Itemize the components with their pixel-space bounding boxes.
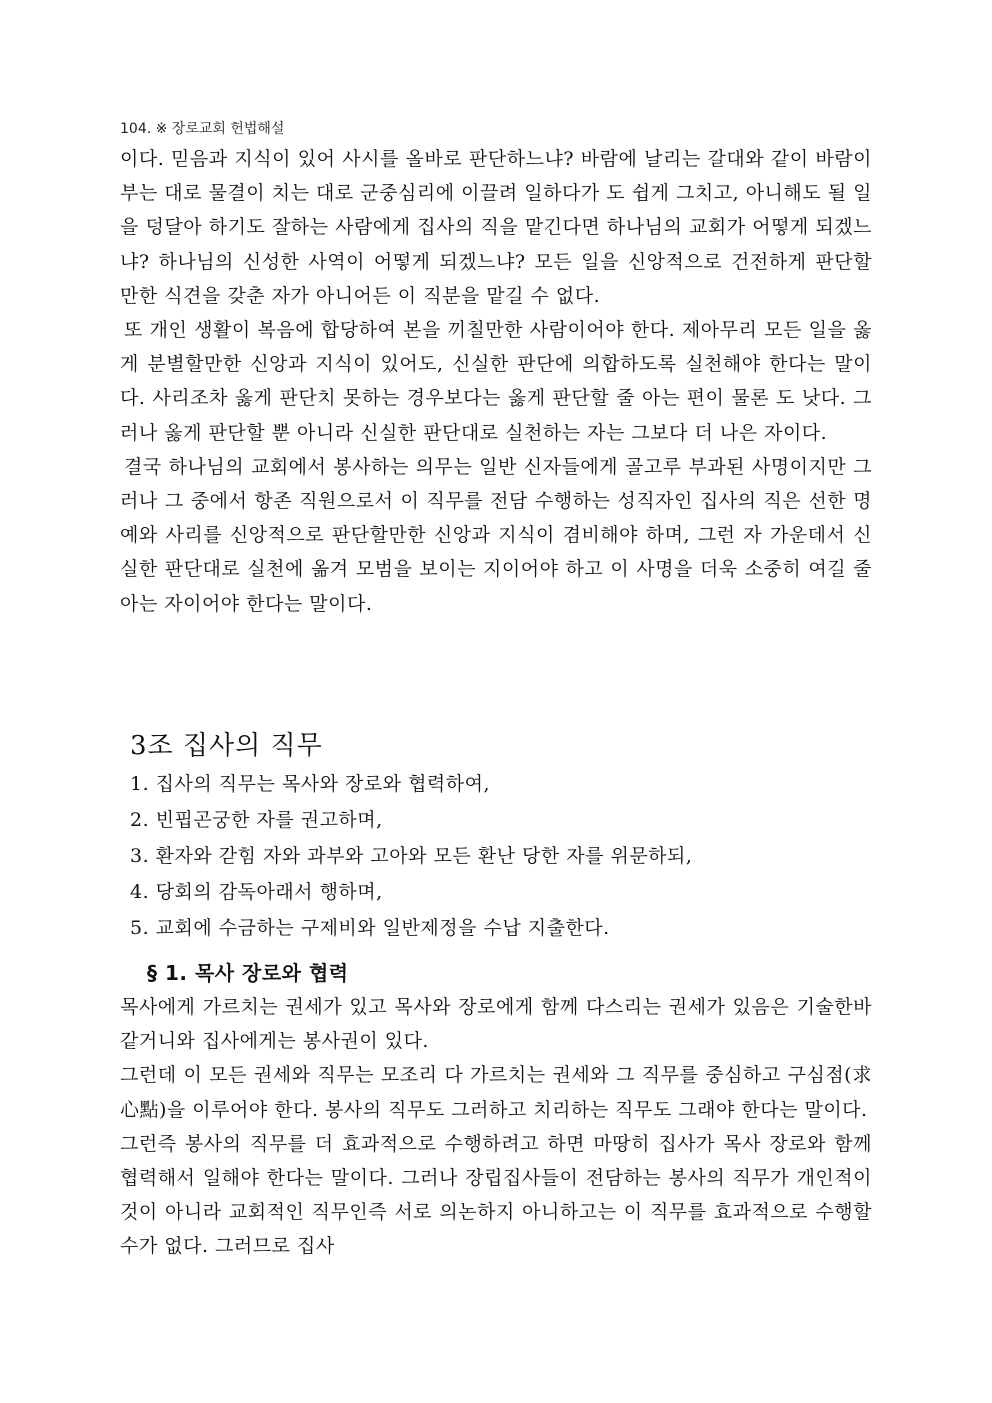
list-item: 4. 당회의 감독아래서 행하며, — [130, 881, 383, 903]
subsection-title: § 1. 목사 장로와 협력 — [147, 961, 349, 985]
paragraph: 이다. 믿음과 지식이 있어 사시를 올바로 판단하느냐? 바람에 날리는 갈대와 같이 바람이 부는 대로 물결이 치는 대로 군중심리에 이끌려 일하다가 도 쉽게 그치고, 아니해도 될 일을 덩달아 하기도 잘하는 사람에게 집사의 직을 맡긴다면 하나님의 교회가 어떻게 되겠느냐? 하나님의 신성한 사역이 어떻게 되겠느냐? 모든 일을 신앙적으로 건전하게 판단할 만한 식견을 갖춘 자가 아니어든 이 직분을 맡길 수 없다. — [120, 148, 872, 307]
paragraph: 또 개인 생활이 복음에 합당하여 본을 끼칠만한 사람이어야 한다. 제아무리 모든 일을 옳게 분별할만한 신앙과 지식이 있어도, 신실한 판단에 의합하도록 실천해야 한다는 말이다. 사리조차 옳게 판단치 못하는 경우보다는 옳게 판단할 줄 아는 편이 물론 도 낫다. 그러나 옳게 판단할 뿐 아니라 신실한 판단대로 실천하는 자는 그보다 더 나은 자이다. — [120, 319, 872, 444]
paragraph: 그런즉 봉사의 직무를 더 효과적으로 수행하려고 하면 마땅히 집사가 목사 장로와 함께 협력해서 일해야 한다는 말이다. 그러나 장립집사들이 전담하는 봉사의 직무가 개인적이 것이 아니라 교회적인 직무인즉 서로 의논하지 아니하고는 이 직무를 효과적으로 수행할 수가 없다. 그러므로 집사 — [120, 1132, 872, 1258]
list-item: 3. 환자와 갇힘 자와 과부와 고아와 모든 환난 당한 자를 위문하되, — [130, 845, 693, 867]
intro-text — [120, 142, 872, 621]
list-item: 5. 교회에 수금하는 구제비와 일반제정을 수납 지출한다. — [130, 917, 610, 939]
page-header: 104. ※ 장로교회 헌법해설 — [120, 121, 285, 137]
paragraph: 그런데 이 모든 권세와 직무는 모조리 다 가르치는 권세와 그 직무를 중심하고 구심점(求心點)을 이루어야 한다. 봉사의 직무도 그러하고 치리하는 직무도 그래야 한다는 말이다. — [120, 1064, 872, 1121]
section-title: 3조 집사의 직무 — [130, 731, 323, 761]
subsection-text — [120, 990, 872, 1264]
list-item: 1. 집사의 직무는 목사와 장로와 협력하여, — [130, 773, 491, 795]
duties-list — [130, 766, 872, 946]
list-item: 2. 빈핍곤궁한 자를 권고하며, — [130, 809, 383, 831]
paragraph: 목사에게 가르치는 권세가 있고 목사와 장로에게 함께 다스리는 권세가 있음은 기술한바 같거니와 집사에게는 봉사권이 있다. — [120, 996, 872, 1053]
paragraph: 결국 하나님의 교회에서 봉사하는 의무는 일반 신자들에게 골고루 부과된 사명이지만 그러나 그 중에서 항존 직원으로서 이 직무를 전담 수행하는 성직자인 집사의 직은 선한 명예와 사리를 신앙적으로 판단할만한 신앙과 지식이 겸비해야 하며, 그런 자 가운데서 신실한 판단대로 실천에 옮겨 모범을 보이는 지이어야 하고 이 사명을 더욱 소중히 여길 줄 아는 자이어야 한다는 말이다. — [120, 455, 872, 615]
